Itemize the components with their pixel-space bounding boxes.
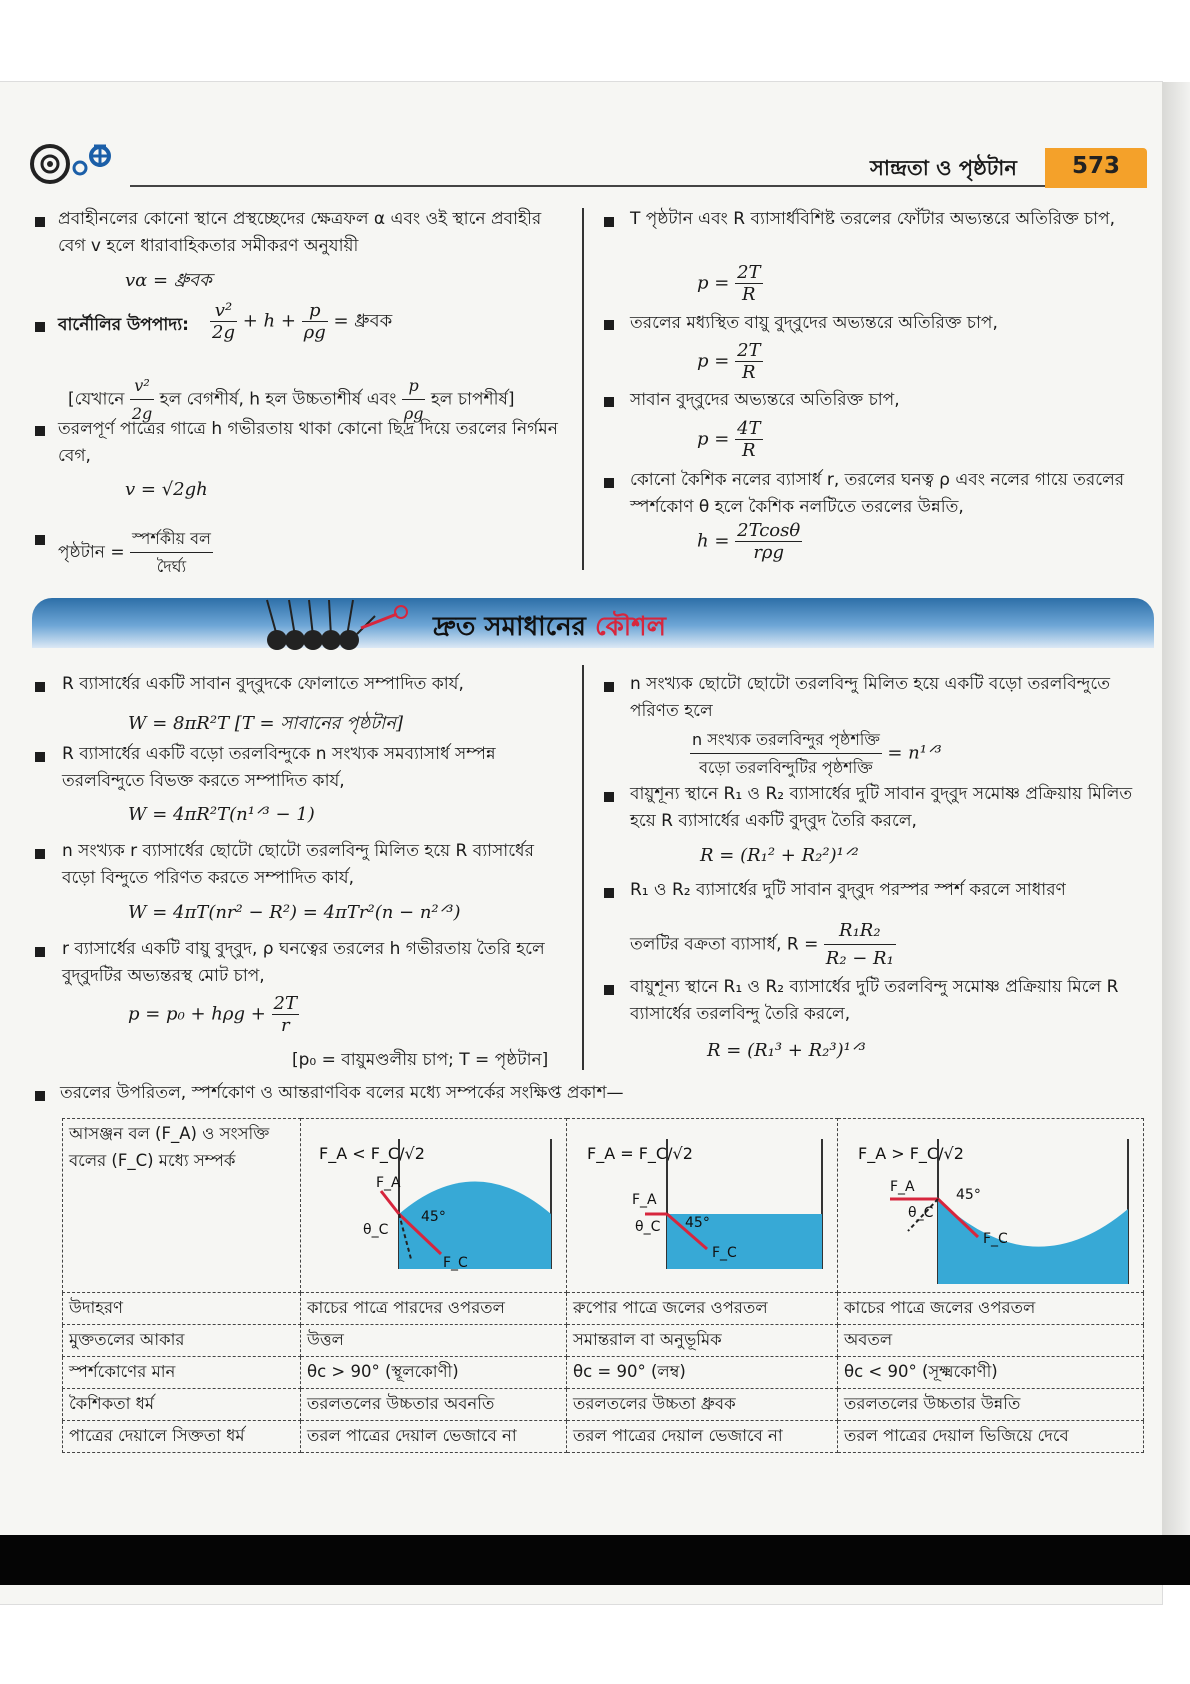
row-cell: θc = 90° (লম্ব) bbox=[567, 1357, 838, 1389]
angle-label: 45° bbox=[956, 1187, 981, 1203]
drop-pressure-text: T পৃষ্ঠটান এবং R ব্যাসার্ধবিশিষ্ট তরলের ফোঁটার অভ্যন্তরে অতিরিক্ত চাপ, bbox=[630, 209, 1116, 229]
drops-merge-vacuum-eq: R = (R₁³ + R₂³)¹ᐟ³ bbox=[707, 1040, 866, 1061]
row-label: মুক্ততলের আকার bbox=[63, 1325, 301, 1357]
bottom-dark-strip bbox=[0, 1535, 1190, 1585]
continuity-equation: vα = ধ্রুবক bbox=[125, 270, 212, 291]
theta-label: θ_C bbox=[908, 1205, 934, 1221]
capillary-text: কোনো কৈশিক নলের ব্যাসার্ধ r, তরলের ঘনত্ব ρ এবং নলের গায়ে তরলের স্পর্শকোণ θ হলে কৈশিক নলটিতে তরলের উন্নতি, bbox=[630, 470, 1125, 517]
angle-label: 45° bbox=[421, 1209, 446, 1225]
soap-bubble-text: সাবান বুদ্‌বুদের অভ্যন্তরে অতিরিক্ত চাপ, bbox=[630, 390, 900, 410]
table-head-label: আসঞ্জন বল (F_A) ও সংসক্তি বলের (F_C) মধ্যে সম্পর্ক bbox=[63, 1119, 301, 1293]
convex-meniscus-diagram bbox=[301, 1119, 566, 1291]
convex-diagram-cell bbox=[301, 1119, 567, 1293]
row-cell: θc < 90° (সূক্ষ্মকোণী) bbox=[838, 1357, 1144, 1389]
fc-label: F_C bbox=[712, 1245, 737, 1261]
row-cell: তরলতলের উচ্চতা ধ্রুবক bbox=[567, 1389, 838, 1421]
banner-title: দ্রুত সমাধানের কৌশল bbox=[433, 612, 666, 642]
fa-label: F_A bbox=[632, 1192, 657, 1208]
soap-bubble-eq: p = $\frac{4T}{R}$ bbox=[697, 418, 761, 461]
row-label: স্পর্শকোণের মান bbox=[63, 1357, 301, 1389]
bullet bbox=[35, 217, 45, 227]
angle-label: 45° bbox=[685, 1215, 710, 1231]
efflux-equation: v = √2gh bbox=[125, 479, 208, 500]
fa-label: F_A bbox=[890, 1179, 915, 1195]
drops-merge-text: n সংখ্যক ছোটো ছোটো তরলবিন্দু মিলিত হয়ে একটি বড়ো তরলবিন্দুতে পরিণত হলে bbox=[630, 674, 1110, 721]
row-cell: কাচের পাত্রে পারদের ওপরতল bbox=[301, 1293, 567, 1325]
flat-meniscus-diagram bbox=[567, 1119, 837, 1291]
bubbles-touch-eq: তলটির বক্রতা ব্যাসার্ধ, R = $\frac{\text{R₁R₂}}{\text{R₂ − R₁}}$ bbox=[630, 917, 896, 972]
bullet bbox=[604, 682, 614, 692]
bubbles-merge-eq: R = (R₁² + R₂²)¹ᐟ² bbox=[700, 845, 859, 866]
bullet bbox=[604, 478, 614, 488]
row-cell: তরলতলের উচ্চতার উন্নতি bbox=[838, 1389, 1144, 1421]
surface-comparison-table bbox=[62, 1118, 1144, 1453]
bullet bbox=[604, 985, 614, 995]
flat-diagram-cell bbox=[567, 1119, 838, 1293]
bullet bbox=[35, 947, 45, 957]
table-row bbox=[63, 1293, 1144, 1325]
row-cell: তরল পাত্রের দেয়াল ভেজাবে না bbox=[301, 1421, 567, 1453]
surface-tension-def: পৃষ্ঠটান = স্পর্শকীয় বল দৈর্ঘ্য bbox=[58, 525, 213, 580]
row-cell: কাচের পাত্রে জলের ওপরতল bbox=[838, 1293, 1144, 1325]
continuity-text: প্রবাহীনলের কোনো স্থানে প্রস্থচ্ছেদের ক্ষেত্রফল α এবং ওই স্থানে প্রবাহীর বেগ v হলে ধারাবাহিকতার সমীকরণ অনুযায়ী bbox=[58, 209, 542, 256]
theta-label: θ_C bbox=[635, 1219, 661, 1235]
table-row bbox=[63, 1357, 1144, 1389]
bullet bbox=[604, 217, 614, 227]
soap-work-text: R ব্যাসার্ধের একটি সাবান বুদ্‌বুদকে ফোলাতে সম্পাদিত কার্য, bbox=[62, 674, 464, 694]
condition-label: F_A > F_C/√2 bbox=[858, 1144, 964, 1163]
efflux-text: তরলপূর্ণ পাত্রের গাত্রে h গভীরতায় থাকা কোনো ছিদ্র দিয়ে তরলের নির্গমন বেগ, bbox=[58, 419, 558, 466]
bullet bbox=[604, 888, 614, 898]
row-cell: উত্তল bbox=[301, 1325, 567, 1357]
theta-label: θ_C bbox=[363, 1222, 389, 1238]
page-number: 573 bbox=[1072, 153, 1121, 179]
table-row bbox=[63, 1421, 1144, 1453]
table-row bbox=[63, 1325, 1144, 1357]
bubble-depth-text: r ব্যাসার্ধের একটি বায়ু বুদ্‌বুদ, ρ ঘনত্বের তরলের h গভীরতায় তৈরি হলে বুদ্‌বুদটির অভ্যন্তরস্থ মোট চাপ, bbox=[62, 939, 545, 986]
energy-ratio-eq: n সংখ্যক তরলবিন্দুর পৃষ্ঠশক্তি বড়ো তরলবিন্দুটির পৃষ্ঠশক্তি = n¹ᐟ³ bbox=[690, 726, 942, 781]
table-intro: তরলের উপরিতল, স্পর্শকোণ ও আন্তরাণবিক বলের মধ্যে সম্পর্কের সংক্ষিপ্ত প্রকাশ— bbox=[60, 1083, 624, 1103]
page-edge bbox=[1162, 82, 1190, 1535]
soap-work-eq: W = 8πR²T [T = সাবানের পৃষ্ঠটান] bbox=[128, 713, 404, 734]
drops-merge-vacuum-text: বায়ুশূন্য স্থানে R₁ ও R₂ ব্যাসার্ধের দুটি তরলবিন্দু সমোষ্ণ প্রক্রিয়ায় মিলে R ব্যাসার্ধের তরলবিন্দু তৈরি করলে, bbox=[630, 977, 1119, 1024]
row-cell: রুপোর পাত্রে জলের ওপরতল bbox=[567, 1293, 838, 1325]
air-bubble-text: তরলের মধ্যস্থিত বায়ু বুদ্‌বুদের অভ্যন্তরে অতিরিক্ত চাপ, bbox=[630, 313, 998, 333]
bullet bbox=[35, 426, 45, 436]
bullet bbox=[604, 792, 614, 802]
row-label: কৈশিকতা ধর্ম bbox=[63, 1389, 301, 1421]
bubble-depth-note: [p₀ = বায়ুমণ্ডলীয় চাপ; T = পৃষ্ঠটান] bbox=[292, 1050, 549, 1070]
gear-head-logo-icon bbox=[28, 140, 178, 188]
bullet bbox=[35, 322, 45, 332]
air-bubble-eq: p = $\frac{2T}{R}$ bbox=[697, 340, 761, 383]
fc-label: F_C bbox=[443, 1255, 468, 1271]
column-divider-top bbox=[582, 208, 584, 570]
row-cell: অবতল bbox=[838, 1325, 1144, 1357]
bullet bbox=[35, 1091, 45, 1101]
concave-meniscus-diagram bbox=[838, 1119, 1143, 1291]
condition-label: F_A < F_C/√2 bbox=[319, 1144, 425, 1163]
chapter-title: সান্দ্রতা ও পৃষ্ঠটান bbox=[870, 156, 1017, 180]
bubble-depth-eq: p = p₀ + hρg + $\frac{2T}{r}$ bbox=[128, 993, 298, 1036]
bubbles-merge-text: বায়ুশূন্য স্থানে R₁ ও R₂ ব্যাসার্ধের দুটি সাবান বুদ্‌বুদ সমোষ্ণ প্রক্রিয়ায় মিলিত হয়ে R ব্যাসার্ধের একটি বুদ্‌বুদ তৈরি করলে, bbox=[630, 784, 1133, 831]
row-cell: তরলতলের উচ্চতার অবনতি bbox=[301, 1389, 567, 1421]
merge-work-eq: W = 4πT(nr² − R²) = 4πTr²(n − n²ᐟ³) bbox=[128, 902, 461, 923]
column-divider-bottom bbox=[582, 665, 584, 1070]
fa-label: F_A bbox=[376, 1175, 401, 1191]
drop-pressure-eq: p = $\frac{2T}{R}$ bbox=[697, 262, 761, 305]
concave-diagram-cell bbox=[838, 1119, 1144, 1293]
bullet bbox=[35, 682, 45, 692]
bubbles-touch-text: R₁ ও R₂ ব্যাসার্ধের দুটি সাবান বুদ্‌বুদ পরস্পর স্পর্শ করলে সাধারণ bbox=[630, 880, 1066, 900]
row-cell: θc > 90° (স্থূলকোণী) bbox=[301, 1357, 567, 1389]
row-label: উদাহরণ bbox=[63, 1293, 301, 1325]
bernoulli-note: [যেখানে $\frac{\text{v²}}{2g}$ হল বেগশীর্ষ, h হল উচ্চতাশীর্ষ এবং $\frac{p}{\rho g}$ হল চাপশীর্ষ] bbox=[68, 372, 568, 427]
table-row bbox=[63, 1389, 1144, 1421]
merge-work-text: n সংখ্যক r ব্যাসার্ধের ছোটো ছোটো তরলবিন্দু মিলিত হয়ে R ব্যাসার্ধের বড়ো বিন্দুতে পরিণত করতে সম্পাদিত কার্য, bbox=[62, 841, 534, 888]
row-cell: সমান্তরাল বা অনুভূমিক bbox=[567, 1325, 838, 1357]
newton-cradle-icon bbox=[257, 596, 417, 652]
bullet bbox=[35, 752, 45, 762]
bullet bbox=[604, 397, 614, 407]
row-label: পাত্রের দেয়ালে সিক্ততা ধর্ম bbox=[63, 1421, 301, 1453]
row-cell: তরল পাত্রের দেয়াল ভেজাবে না bbox=[567, 1421, 838, 1453]
bernoulli-label: বার্নৌলির উপপাদ্য: bbox=[58, 315, 189, 335]
split-work-text: R ব্যাসার্ধের একটি বড়ো তরলবিন্দুকে n সংখ্যক সমব্যাসার্ধ সম্পন্ন তরলবিন্দুতে বিভক্ত করতে সম্পাদিত কার্য, bbox=[62, 744, 496, 791]
bernoulli-equation: $\frac{\text{v²}}{2g}$ + h + $\frac{p}{\rho g}$ = ধ্রুবক bbox=[212, 300, 393, 343]
row-cell: তরল পাত্রের দেয়াল ভিজিয়ে দেবে bbox=[838, 1421, 1144, 1453]
fc-label: F_C bbox=[983, 1231, 1008, 1247]
bullet bbox=[604, 320, 614, 330]
bullet bbox=[35, 849, 45, 859]
bullet bbox=[35, 535, 45, 545]
capillary-eq: h = 2Tcosθ rρg bbox=[697, 520, 801, 563]
condition-label: F_A = F_C/√2 bbox=[587, 1144, 693, 1163]
split-work-eq: W = 4πR²T(n¹ᐟ³ − 1) bbox=[128, 804, 315, 825]
